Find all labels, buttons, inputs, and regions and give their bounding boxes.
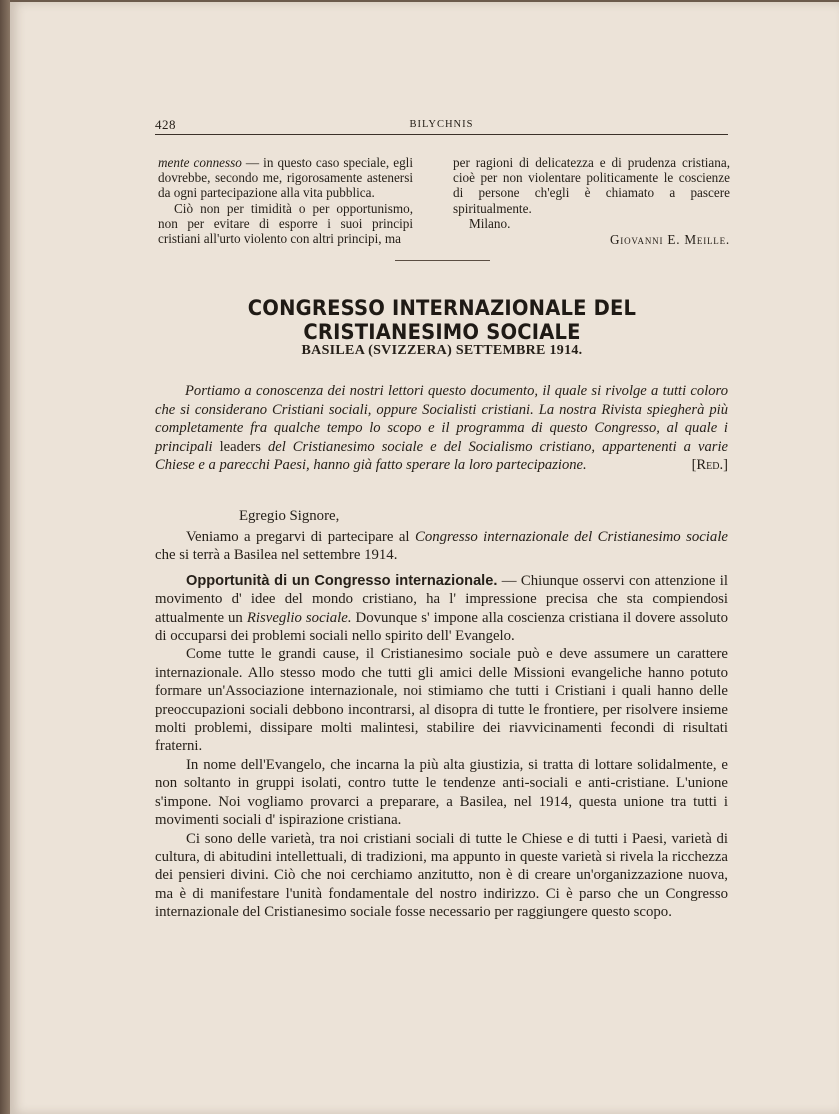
left-column: [158, 155, 413, 246]
p1-text-b: che si terrà a Basilea nel settembre 1914.: [155, 547, 398, 564]
book-spine-edge: [0, 0, 10, 1114]
article-body: [155, 528, 728, 922]
author-signature: Giovanni E. Meille.: [609, 232, 730, 248]
p1-text-a: Veniamo a pregarvi di partecipare al: [186, 529, 415, 545]
paragraph-2: [155, 572, 728, 646]
italic-phrase: mente connesso: [158, 155, 242, 170]
paragraph-4: In nome dell'Evangelo, che incarna la più alta giustizia, si tratta di lottare solidalmente, e non soltanto in gruppi isolati, contro tutte le tendenze anti-sociali e anti-cristiane. L'unione s'impone. Noi vogliamo provarci a preparare, a Basilea, nel 1914, questa unione tra tutti i movimenti sociali d' ispirazione cristiana.: [155, 756, 728, 829]
intro-text-b: del Cristianesimo sociale e del Socialismo cristiano, appartenenti a varie Chiese e a parecchi Paesi, hanno già fatto sperare la loro partecipazione.: [155, 438, 728, 473]
p1-emphasis: Congresso internazionale del Cristianesimo sociale: [414, 529, 728, 545]
editorial-intro: [155, 382, 728, 475]
section-heading: Opportunità di un Congresso internazionale.: [186, 572, 498, 589]
right-para-1: per ragioni di delicatezza e di prudenza cristiana, cioè per non violentare politicamente le coscienze di persone ch'egli è chiamato a pascere spiritualmente.: [453, 155, 730, 216]
article-subtitle: BASILEA (SVIZZERA) SETTEMBRE 1914.: [301, 343, 583, 358]
intro-text-a: Portiamo a conoscenza dei nostri lettori questo documento, il quale si rivolge a tutti coloro che si considerano Cristiani sociali, oppure Socialisti cristiani. La nostra Rivista spiegherà più completamente fra qualche tempo lo scopo e il programma di questo Congresso, al quale i principali: [155, 383, 728, 455]
left-para-1-text: — in questo caso speciale, egli dovrebbe, secondo me, rigorosamente astenersi da ogni partecipazione alla vita pubblica.: [158, 155, 413, 201]
p2-emphasis: Risveglio sociale.: [246, 609, 352, 626]
place-line: Milano.: [469, 215, 511, 231]
previous-article-ending: [158, 155, 730, 248]
editor-mark: [Red.]: [691, 457, 728, 473]
left-para-1: [158, 155, 413, 201]
p2-text-a: — Chiunque osservi con attenzione il movimento d' idee del mondo cristiano, ha l' impressione precisa che sta compiendosi attualmente un: [155, 572, 728, 626]
intro-leaders: leaders: [219, 438, 261, 455]
section-separator: [395, 260, 490, 261]
salutation: Egregio Signore,: [239, 508, 340, 524]
right-column: [453, 155, 730, 247]
left-para-2: Ciò non per timidità o per opportunismo, non per evitare di esporre i suoi principi cristiani all'urto violento con altri principi, ma: [158, 200, 413, 247]
page-number: 428: [155, 117, 176, 132]
journal-title: BILYCHNIS: [409, 119, 474, 130]
header-rule: [155, 134, 728, 135]
article-title: CONGRESSO INTERNAZIONALE DEL CRISTIANESIMO SOCIALE: [247, 296, 637, 344]
paragraph-5: Ci sono delle varietà, tra noi cristiani sociali di tutte le Chiese e di tutti i Paesi, varietà di cultura, di abitudini intellettuali, di tradizioni, ma appunto in queste varietà si rivela la ricchezza dei pensieri divini. Ciò che noi cerchiamo anzitutto, non è di creare un'organizzazione nuova, ma è di manifestare l'unità fondamentale del nostro indirizzo. Ci è parso che un Congresso internazionale del Cristianesimo sociale fosse necessario per raggiungere questo scopo.: [155, 830, 728, 921]
paragraph-1: [155, 528, 728, 565]
p2-text-b: Dovunque s' impone alla coscienza cristiana il dovere assoluto di occuparsi dei problemi sociali nello spirito dell' Evangelo.: [155, 609, 729, 645]
paragraph-3: Come tutte le grandi cause, il Cristianesimo sociale può e deve assumere un carattere internazionale. Allo stesso modo che tutti gli amici delle Missioni evangeliche hanno potuto formare un'Associazione internazionale, noi stimiamo che tutti i Cristiani i quali hanno delle preoccupazioni sociali debbono incontrarsi, al disopra di tutte le frontiere, per risolvere insieme molti problemi, dissipare molti malintesi, stabilire dei riavvicinamenti fecondi di risultati fraterni.: [155, 646, 728, 755]
